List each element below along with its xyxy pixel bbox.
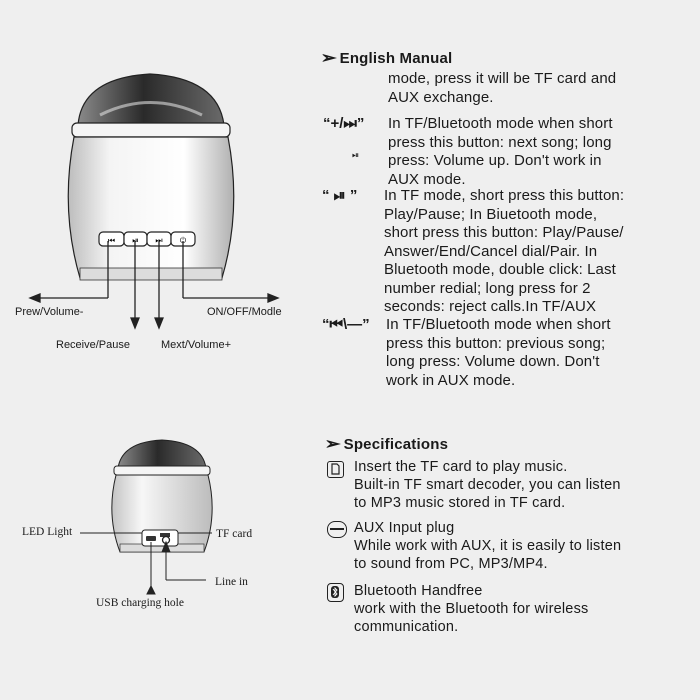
spec-line: communication. — [354, 619, 459, 635]
manual-line: number redial; long press for 2 — [384, 279, 591, 297]
label-receive-pause: Receive/Pause — [56, 339, 130, 351]
aux-plug-icon — [327, 521, 347, 538]
spec-line: to sound from PC, MP3/MP4. — [354, 556, 548, 572]
next-track-icon: ⏯ — [352, 151, 360, 161]
manual-line: In TF/Bluetooth mode when short — [388, 115, 613, 132]
spec-title: Insert the TF card to play music. — [354, 459, 568, 475]
manual-heading — [322, 48, 452, 68]
manual-line: work in AUX mode. — [386, 371, 516, 389]
label-power-mode: ON/OFF/Modle — [207, 306, 282, 318]
manual-line: long press: Volume down. Don't — [386, 353, 600, 370]
manual-item-next — [388, 115, 613, 189]
manual-line: press this button: previous song; — [386, 334, 606, 352]
manual-item-play — [384, 187, 624, 317]
speaker-top-grille — [78, 74, 224, 125]
specs-heading-text: Specifications — [343, 436, 449, 453]
label-tf-card: TF card — [216, 528, 253, 540]
spec-line: work with the Bluetooth for wireless — [354, 601, 589, 617]
manual-intro — [388, 70, 616, 107]
next-volume-up-key: “+/⏭” — [323, 115, 365, 132]
manual-line: press this button: next song; long — [388, 133, 612, 151]
svg-text:⏯: ⏯ — [132, 236, 139, 245]
manual-line: short press this button: Play/Pause/ — [384, 224, 624, 241]
spec-title: AUX Input plug — [354, 520, 455, 536]
spec-aux-input — [354, 519, 621, 573]
manual-line: press: Volume up. Don't work in — [388, 152, 602, 169]
spec-line: While work with AUX, it is easily to listen — [354, 538, 622, 554]
arrow-right-icon: ➢ — [320, 50, 337, 67]
bluetooth-icon — [327, 583, 344, 602]
label-usb-charging-hole: USB charging hole — [96, 597, 184, 609]
spec-line: Built-in TF smart decoder, you can listen — [354, 477, 621, 493]
speaker-back-diagram — [80, 430, 260, 595]
manual-line: Answer/End/Cancel dial/Pair. In — [384, 242, 598, 260]
spec-title: Bluetooth Handfree — [354, 583, 483, 599]
label-line-in: Line in — [215, 576, 248, 588]
manual-intro-line: mode, press it will be TF card and — [388, 70, 617, 87]
arrow-right-icon: ➢ — [324, 436, 341, 453]
svg-text:⏮: ⏮ — [107, 236, 116, 245]
manual-line: In TF/Bluetooth mode when short — [386, 316, 611, 333]
specs-heading — [326, 434, 448, 454]
prev-volume-down-key: “⏮\—” — [322, 316, 370, 333]
manual-line: seconds: reject calls.In TF/AUX — [384, 298, 597, 315]
svg-text:⏭: ⏭ — [155, 236, 163, 245]
manual-line: AUX mode. — [388, 170, 466, 188]
spec-bluetooth — [354, 582, 588, 636]
label-next-volume-up: Mext/Volume+ — [161, 339, 232, 351]
manual-item-prev — [386, 316, 611, 390]
manual-line: In TF mode, short press this button: — [384, 187, 625, 204]
manual-heading-text: English Manual — [339, 50, 453, 67]
usb-port — [146, 536, 156, 541]
speaker-body — [68, 137, 234, 278]
spec-line: to MP3 music stored in TF card. — [354, 495, 566, 511]
label-prev-volume-down: Prew/Volume- — [15, 306, 84, 318]
svg-text:⏻: ⏻ — [179, 236, 187, 245]
play-pause-key: “ ⏯ ” — [322, 187, 358, 204]
label-led-light: LED Light — [22, 526, 73, 538]
spec-tf-card — [354, 458, 621, 512]
manual-line: Bluetooth mode, double click: Last — [384, 261, 616, 278]
manual-intro-line: AUX exchange. — [388, 88, 494, 106]
manual-line: Play/Pause; In Biuetooth mode, — [384, 205, 598, 223]
tf-card-icon — [327, 461, 344, 478]
